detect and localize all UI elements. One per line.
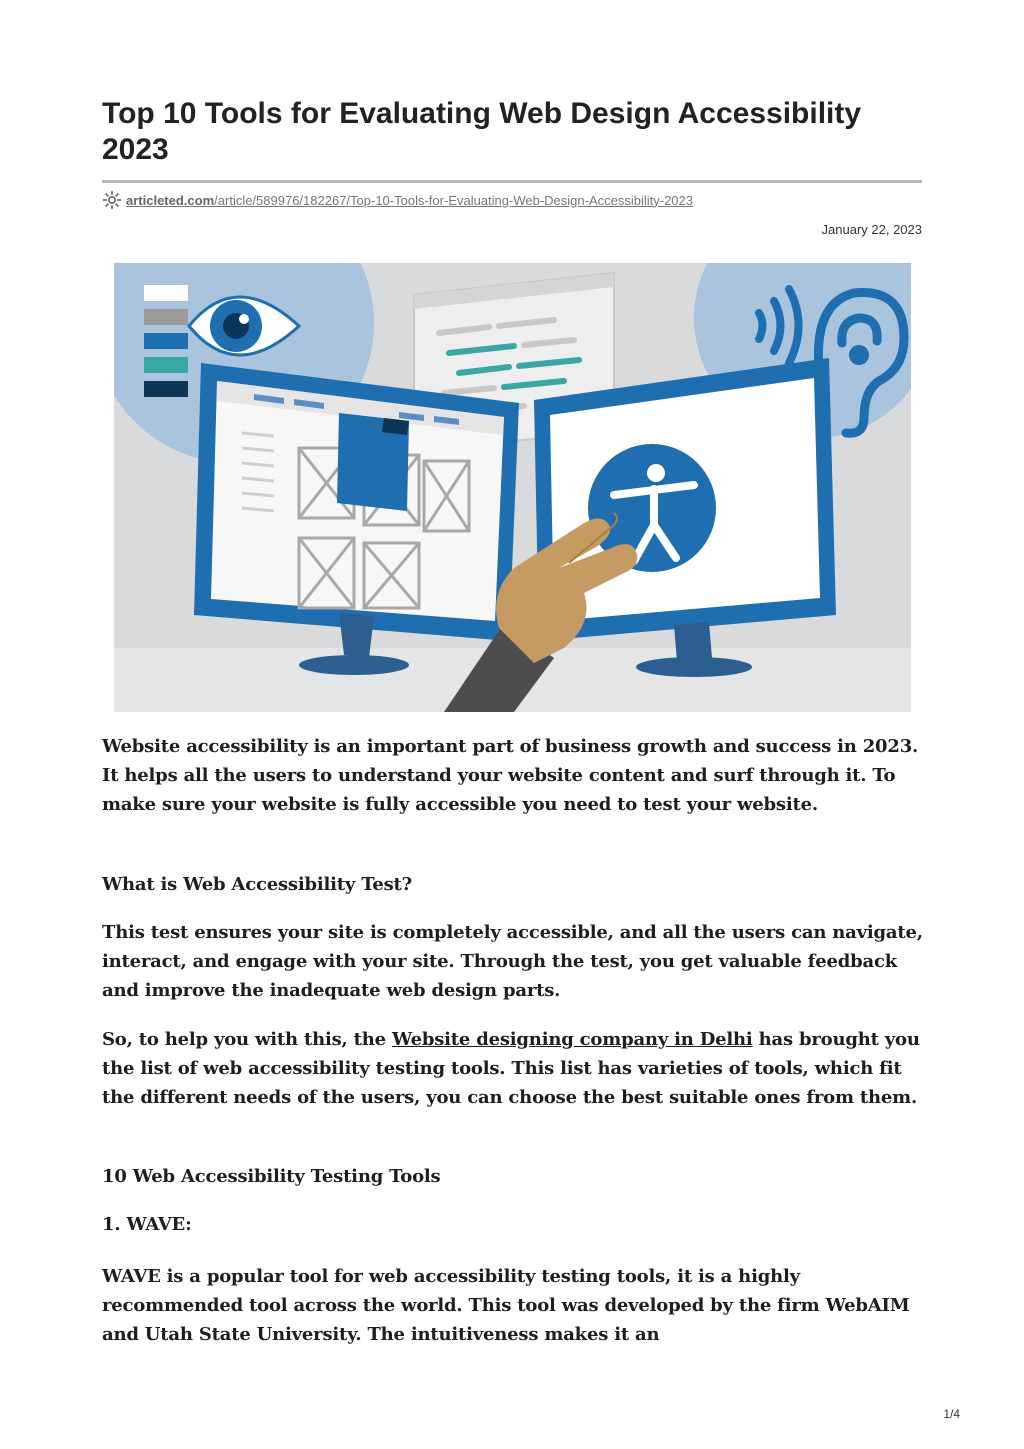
- source-path: /article/589976/182267/Top-10-Tools-for-Evaluating-Web-Design-Accessibility-2023: [214, 192, 693, 208]
- source-link[interactable]: [126, 193, 693, 208]
- left-monitor: [194, 363, 519, 641]
- wave-paragraph: WAVE is a popular tool for web accessibility testing tools, it is a highly recommended tool across the world. This tool was developed by the firm WebAIM and Utah State University. The intuitiveness makes it an: [102, 1266, 910, 1345]
- site-logo-icon: [102, 190, 122, 210]
- website-designing-company-link[interactable]: Website designing company in Delhi: [392, 1029, 753, 1050]
- company-paragraph: [102, 1025, 924, 1112]
- section-heading-tools: 10 Web Accessibility Testing Tools: [102, 1166, 441, 1187]
- hero-image: [114, 263, 911, 712]
- section-heading-what-is: What is Web Accessibility Test?: [102, 874, 412, 895]
- ear-lobe: [849, 345, 869, 365]
- page-title: Top 10 Tools for Evaluating Web Design Accessibility 2023: [102, 97, 862, 166]
- title-divider: [102, 180, 922, 183]
- test-description-paragraph: This test ensures your site is completely accessible, and all the users can navigate, interact, and engage with your site. Through the test, you get valuable feedback and improve the inadequate web design parts.: [102, 922, 923, 1001]
- company-paragraph-start: So, to help you with this, the: [102, 1029, 393, 1050]
- intro-paragraph: Website accessibility is an important part of business growth and success in 2023. It helps all the users to understand your website content and surf through it. To make sure your website is fully accessible you need to test your website.: [102, 736, 919, 815]
- company-paragraph-end: has brought you the list of web accessibility testing tools. This list has varieties of tools, which fit the different needs of the users, you can choose the best suitable ones from them.: [102, 1029, 920, 1108]
- source-row: [102, 190, 693, 210]
- tool-heading-wave: 1. WAVE:: [102, 1214, 192, 1235]
- article-date: January 22, 2023: [821, 222, 922, 237]
- page-number: 1/4: [943, 1407, 960, 1421]
- source-domain: articleted.com: [126, 192, 215, 208]
